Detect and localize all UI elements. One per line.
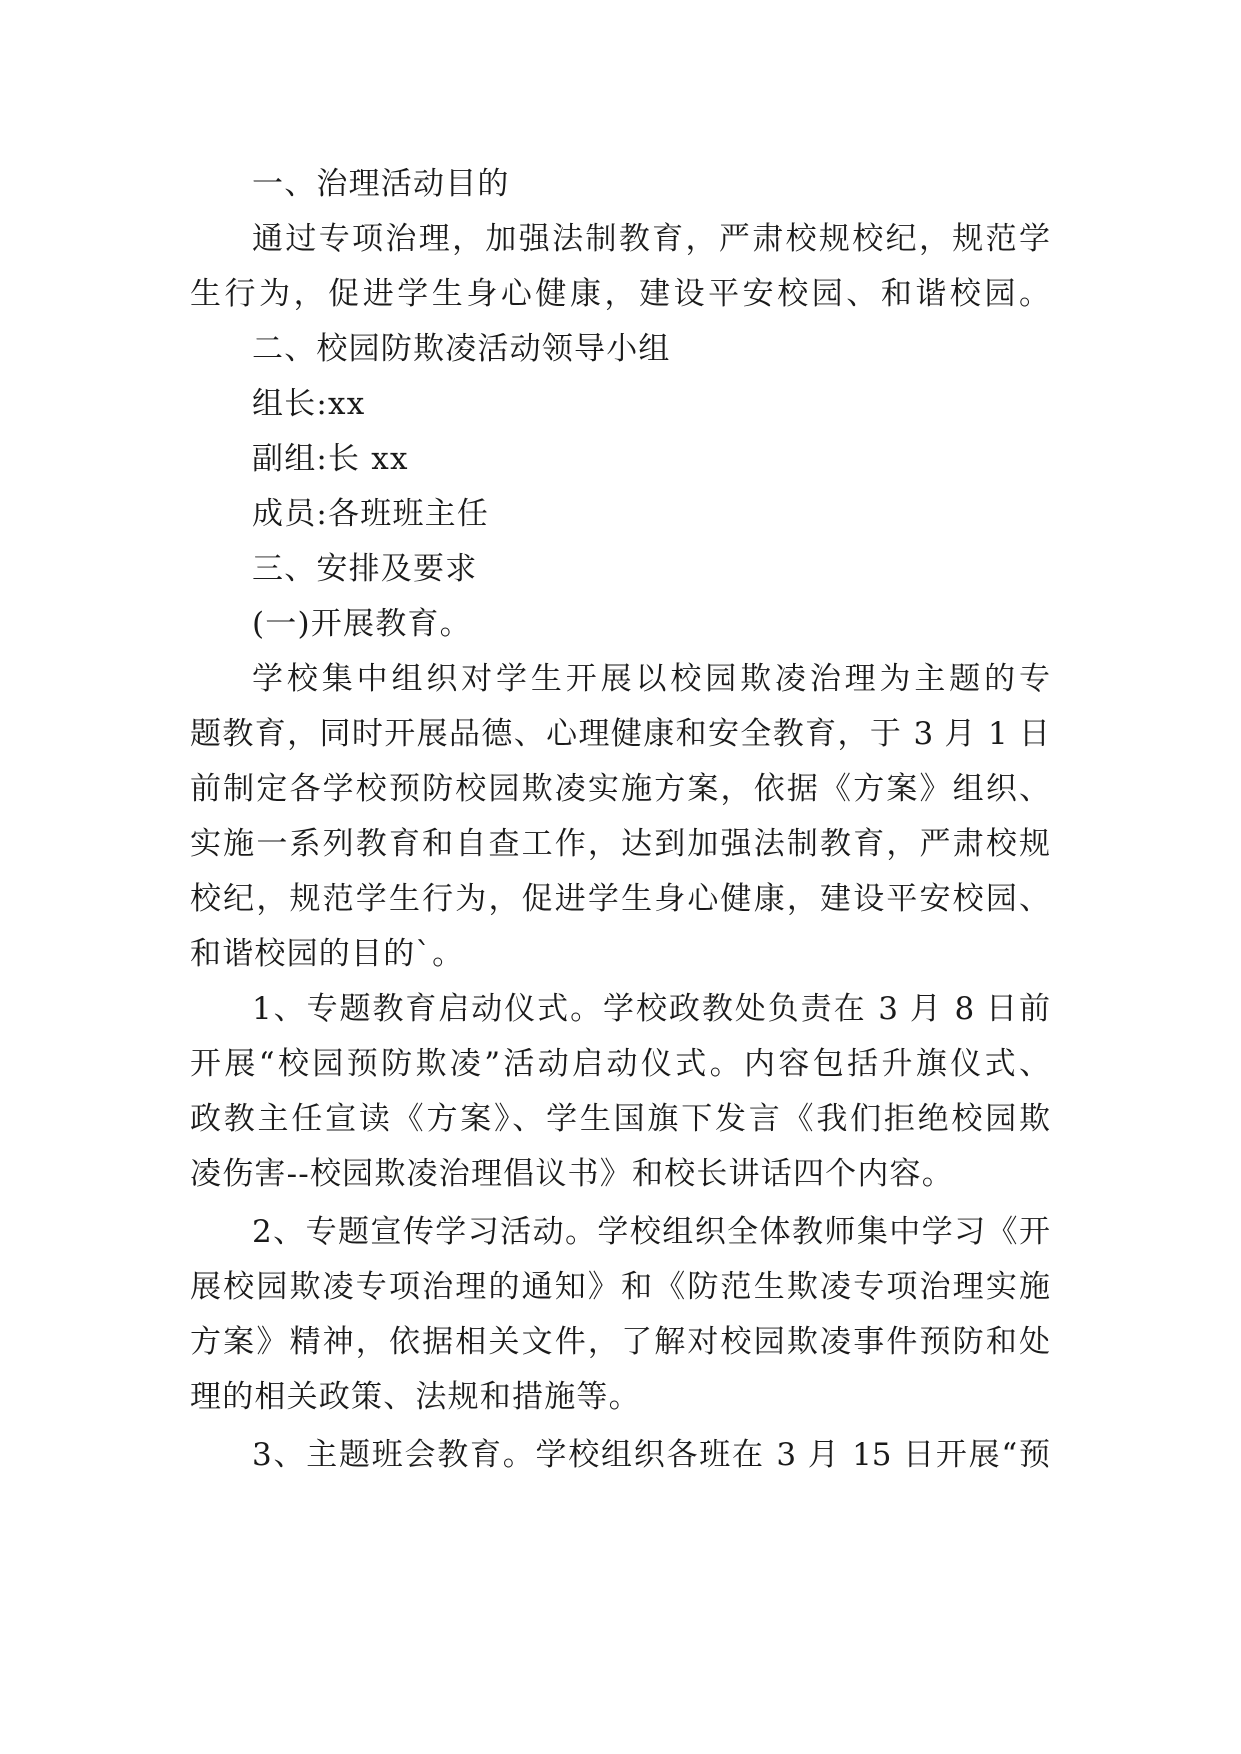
group-leader-line: 组长:xx <box>252 386 366 422</box>
paragraph-line: 校纪，规范学生行为，促进学生身心健康，建设平安校园、 <box>190 881 1050 917</box>
heading-leadership-group: 二、校园防欺凌活动领导小组 <box>252 331 671 367</box>
paragraph-line: 通过专项治理，加强法制教育，严肃校规校纪，规范学 <box>252 221 1050 257</box>
paragraph-line: 学校集中组织对学生开展以校园欺凌治理为主题的专 <box>252 661 1050 697</box>
paragraph-line: 前制定各学校预防校园欺凌实施方案，依据《方案》组织、 <box>190 771 1050 807</box>
paragraph-line: 理的相关政策、法规和措施等。 <box>190 1379 641 1415</box>
heading-arrangements: 三、安排及要求 <box>252 551 478 587</box>
paragraph-line: 方案》精神，依据相关文件，了解对校园欺凌事件预防和处 <box>190 1324 1050 1360</box>
heading-purpose: 一、治理活动目的 <box>252 166 510 202</box>
subheading-education: (一)开展教育。 <box>252 606 472 642</box>
paragraph-line: 凌伤害--校园欺凌治理倡议书》和校长讲话四个内容。 <box>190 1156 954 1192</box>
paragraph-line: 和谐校园的目的`。 <box>190 936 465 972</box>
paragraph-line: 1、专题教育启动仪式。学校政教处负责在 3 月 8 日前 <box>252 991 1050 1027</box>
paragraph-line: 题教育，同时开展品德、心理健康和安全教育，于 3 月 1 日 <box>190 716 1050 752</box>
paragraph-line: 生行为，促进学生身心健康，建设平安校园、和谐校园。 <box>190 276 1050 312</box>
paragraph-line: 3、主题班会教育。学校组织各班在 3 月 15 日开展“预 <box>252 1437 1050 1473</box>
paragraph-line: 实施一系列教育和自查工作，达到加强法制教育，严肃校规 <box>190 826 1050 862</box>
members-line: 成员:各班班主任 <box>252 496 490 532</box>
paragraph-line: 展校园欺凌专项治理的通知》和《防范生欺凌专项治理实施 <box>190 1269 1050 1305</box>
paragraph-line: 开展“校园预防欺凌”活动启动仪式。内容包括升旗仪式、 <box>190 1046 1050 1082</box>
paragraph-line: 政教主任宣读《方案》、学生国旗下发言《我们拒绝校园欺 <box>190 1101 1050 1137</box>
deputy-leader-line: 副组:长 xx <box>252 441 409 477</box>
paragraph-line: 2、专题宣传学习活动。学校组织全体教师集中学习《开 <box>252 1214 1050 1250</box>
